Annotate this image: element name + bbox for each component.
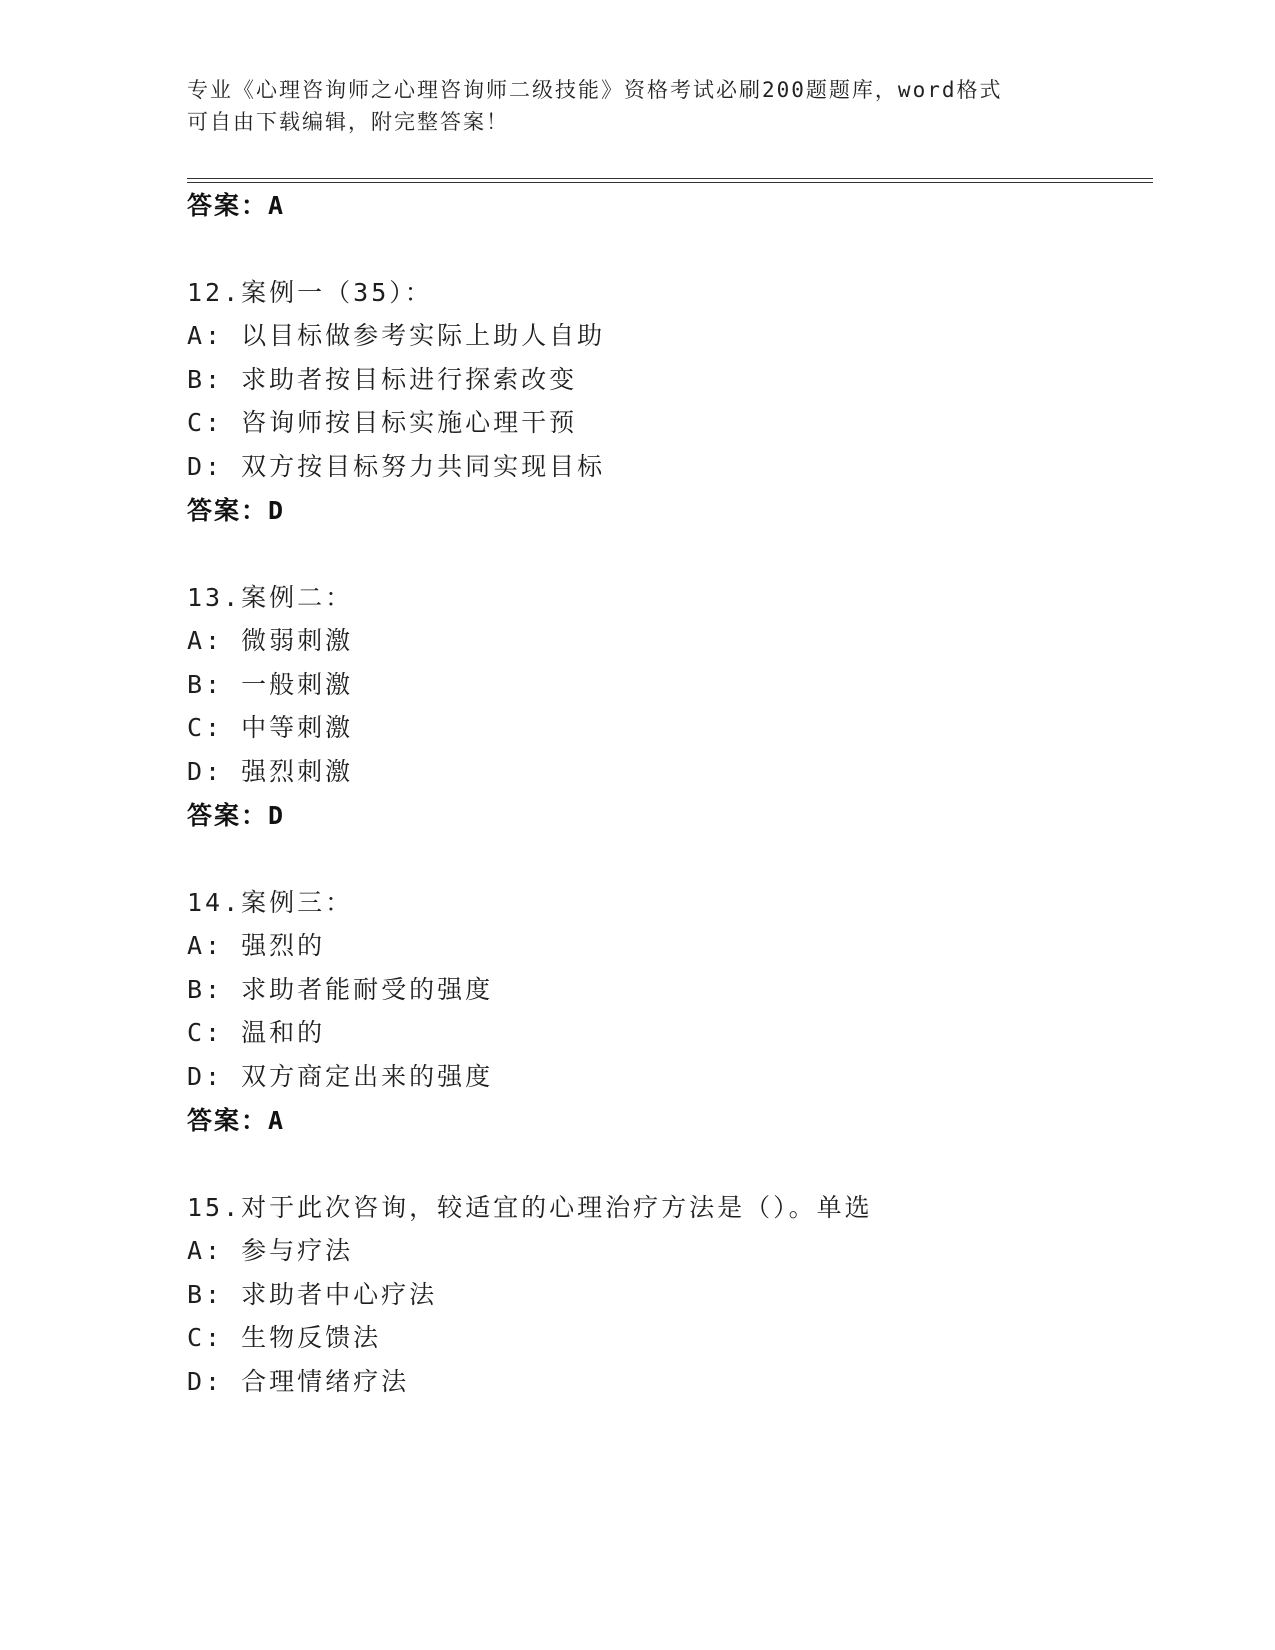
- answer-11: 答案：A: [187, 191, 286, 220]
- question-13-option-a: A: 微弱刺激: [187, 626, 354, 655]
- question-12-option-c: C: 咨询师按目标实施心理干预: [187, 408, 578, 437]
- header-line-2: 可自由下载编辑，附完整答案！: [187, 110, 509, 134]
- question-13-option-c: C: 中等刺激: [187, 713, 354, 742]
- question-12-stem: 12.案例一（35）：: [187, 278, 433, 307]
- question-12-answer: 答案：D: [187, 496, 286, 525]
- question-13-option-b: B: 一般刺激: [187, 670, 354, 699]
- question-15-option-b: B: 求助者中心疗法: [187, 1280, 438, 1309]
- header-divider-top: [187, 178, 1153, 179]
- question-14-stem: 14.案例三：: [187, 888, 354, 917]
- question-14-option-c: C: 温和的: [187, 1018, 326, 1047]
- document-header: [187, 74, 1087, 138]
- question-13-answer: 答案：D: [187, 801, 286, 830]
- question-15-stem: 15.对于此次咨询，较适宜的心理治疗方法是（）。单选: [187, 1193, 873, 1222]
- question-15-option-d: D: 合理情绪疗法: [187, 1367, 410, 1396]
- question-13-stem: 13.案例二：: [187, 583, 354, 612]
- question-14-option-b: B: 求助者能耐受的强度: [187, 975, 494, 1004]
- question-14-option-d: D: 双方商定出来的强度: [187, 1062, 494, 1091]
- question-14-option-a: A: 强烈的: [187, 931, 326, 960]
- question-14-answer: 答案：A: [187, 1106, 286, 1135]
- question-15-option-a: A: 参与疗法: [187, 1236, 354, 1265]
- question-12-option-b: B: 求助者按目标进行探索改变: [187, 365, 578, 394]
- question-12-option-d: D: 双方按目标努力共同实现目标: [187, 452, 606, 481]
- question-12-option-a: A: 以目标做参考实际上助人自助: [187, 321, 606, 350]
- question-13-option-d: D: 强烈刺激: [187, 757, 354, 786]
- question-15-option-c: C: 生物反馈法: [187, 1323, 382, 1352]
- header-line-1: 专业《心理咨询师之心理咨询师二级技能》资格考试必刷200题题库，word格式: [187, 78, 1003, 102]
- header-divider-bottom: [187, 182, 1153, 183]
